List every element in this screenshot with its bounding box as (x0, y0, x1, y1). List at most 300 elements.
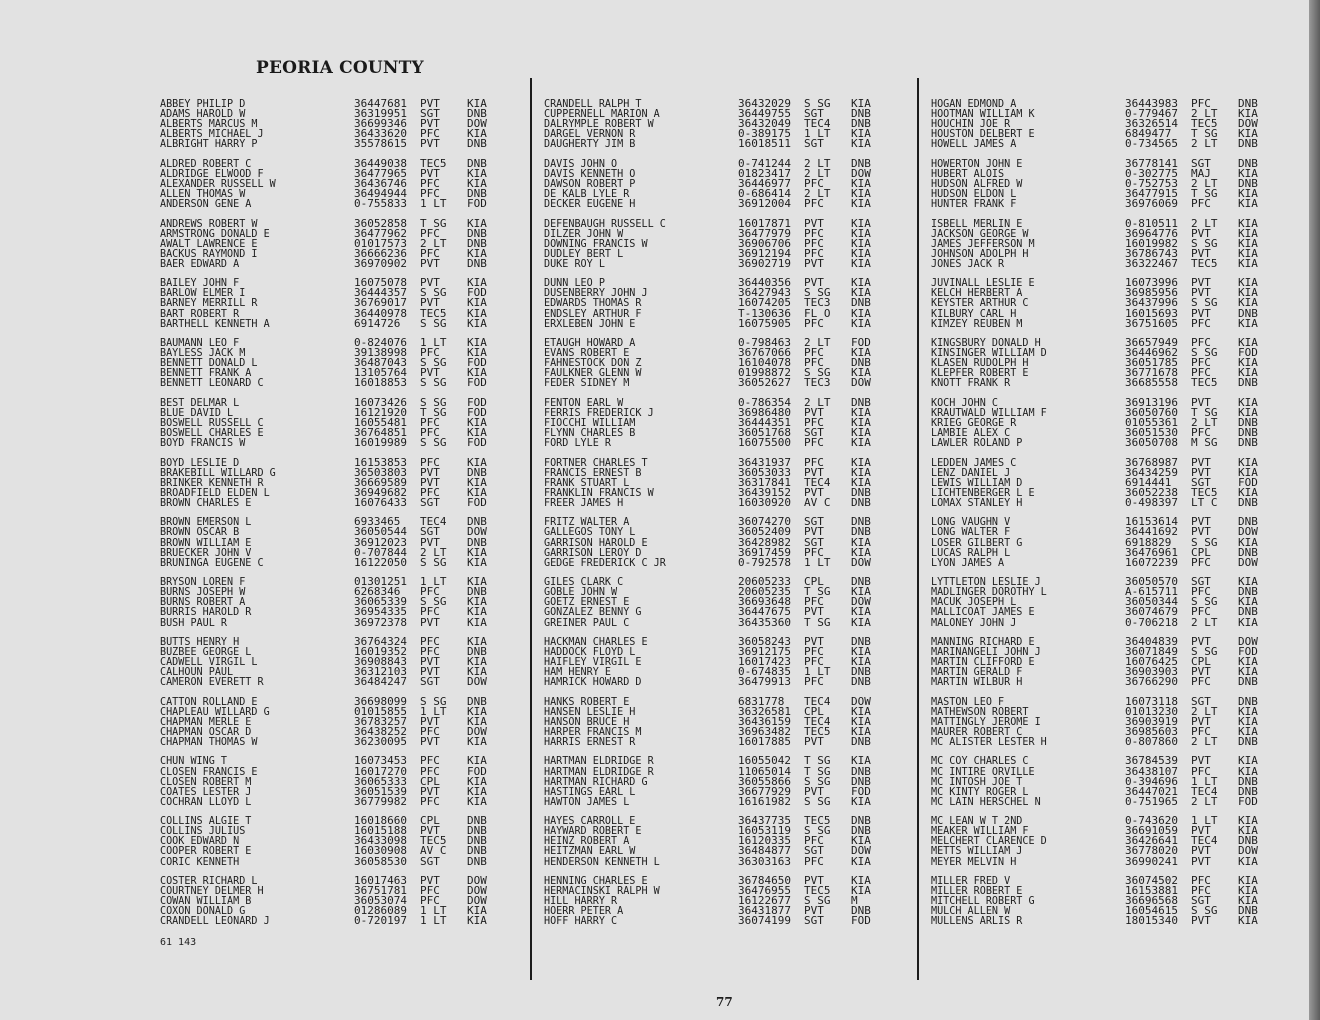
entry-serial: 36074502 (1125, 875, 1178, 887)
casualty-entry (160, 358, 507, 368)
entry-status: FOD (467, 378, 487, 389)
entry-status: KIA (851, 248, 871, 259)
entry-serial: 36677929 (738, 786, 791, 797)
entry-rank: SGT (1191, 577, 1211, 588)
entry-rank: 2 LT (420, 238, 447, 249)
entry-rank: PFC (420, 178, 440, 190)
casualty-entry (931, 378, 1278, 388)
entry-status: DNB (467, 537, 487, 548)
entry-serial: 36438252 (354, 726, 407, 738)
entry-name: MAURER ROBERT C (931, 726, 1023, 738)
entry-serial: 36051785 (1125, 358, 1178, 369)
entry-serial: 16018511 (738, 139, 791, 150)
entry-serial: 0-674835 (738, 667, 791, 678)
casualty-entry (931, 288, 1278, 298)
entry-name: MARTIN WILBUR H (931, 677, 1023, 688)
entry-name: LONG VAUGHN V (931, 517, 1011, 528)
bleed-through-text (1030, 64, 1039, 82)
entry-rank: PFC (804, 657, 824, 668)
entry-rank: TEC3 (804, 298, 831, 309)
entry-status: DNB (467, 826, 487, 837)
entry-serial: 01301251 (354, 577, 407, 588)
entry-name: MEAKER WILLIAM F (931, 826, 1029, 837)
entry-status: DOW (467, 886, 487, 897)
casualty-entry (160, 319, 507, 329)
entry-serial: 6933465 (354, 517, 401, 528)
entry-rank: SGT (1191, 896, 1211, 907)
entry-name: MC KINTY ROGER L (931, 786, 1029, 797)
casualty-entry (931, 129, 1278, 139)
entry-name: BRUNINGA EUGENE C (160, 557, 264, 568)
entry-name: HOWELL JAMES A (931, 139, 1017, 150)
entry-status: DOW (851, 557, 871, 568)
casualty-entry (544, 647, 891, 657)
casualty-entry (931, 787, 1278, 797)
entry-name: BARLOW ELMER I (160, 288, 246, 299)
entry-rank: PVT (1191, 916, 1211, 927)
entry-serial: 36477915 (1125, 189, 1178, 200)
entry-status: KIA (467, 706, 487, 717)
entry-name: KELCH HERBERT A (931, 288, 1023, 299)
entry-status: DNB (1238, 737, 1258, 748)
entry-rank: PFC (804, 646, 824, 658)
entry-status: FOD (467, 438, 487, 449)
entry-rank: PVT (420, 119, 440, 130)
entry-rank: 2 LT (1191, 218, 1218, 229)
entry-status: DNB (467, 228, 487, 239)
entry-serial: 01823417 (738, 168, 791, 179)
entry-status: KIA (467, 129, 487, 140)
casualty-entry (160, 189, 507, 199)
entry-rank: PVT (1191, 457, 1211, 468)
entry-rank: PVT (1191, 248, 1211, 259)
entry-status: DNB (467, 836, 487, 847)
entry-rank: PFC (1191, 726, 1211, 738)
casualty-entry (160, 618, 507, 628)
entry-rank: T SG (804, 587, 831, 598)
entry-name: LUCAS RALPH L (931, 547, 1011, 558)
casualty-entry (160, 438, 507, 448)
entry-serial: 36783257 (354, 716, 407, 727)
entry-status: KIA (851, 368, 871, 379)
entry-status: KIA (467, 428, 487, 439)
entry-rank: PFC (420, 129, 440, 140)
casualty-entry (544, 577, 891, 587)
entry-name: DOWNING FRANCIS W (544, 238, 648, 249)
entry-serial: 0-792578 (738, 557, 791, 568)
entry-serial: 16017270 (354, 766, 407, 777)
entry-name: CATTON ROLLAND E (160, 696, 258, 707)
entry-name: HOERR PETER A (544, 906, 624, 917)
entry-name: FORTNER CHARLES T (544, 457, 648, 468)
casualty-entry (544, 99, 891, 109)
casualty-entry (544, 607, 891, 617)
casualty-entry (931, 259, 1278, 269)
entry-status: DOW (467, 896, 487, 907)
column-divider (530, 78, 532, 980)
entry-name: MILLER ROBERT E (931, 886, 1023, 897)
entry-rank: TEC4 (1191, 836, 1218, 847)
entry-status: DNB (1238, 378, 1258, 389)
casualty-entry (931, 239, 1278, 249)
entry-status: KIA (851, 537, 871, 548)
entry-name: DECKER EUGENE H (544, 199, 636, 210)
casualty-entry (544, 667, 891, 677)
entry-serial: 0-752753 (1125, 178, 1178, 190)
entry-status: FOD (851, 786, 871, 797)
entry-rank: PFC (1191, 886, 1211, 897)
entry-rank: PVT (804, 527, 824, 538)
name-group (544, 219, 891, 269)
entry-rank: SGT (1191, 477, 1211, 488)
entry-serial: 36484247 (354, 677, 407, 688)
entry-name: BART ROBERT R (160, 308, 240, 319)
entry-name: CLOSEN FRANCIS E (160, 766, 258, 777)
entry-name: HUDSON ELDON L (931, 189, 1017, 200)
casualty-entry (544, 408, 891, 418)
entry-serial: 16017871 (738, 218, 791, 229)
entry-rank: 1 LT (420, 577, 447, 588)
casualty-entry (160, 558, 507, 568)
entry-name: BUSH PAUL R (160, 617, 228, 628)
entry-rank: PFC (420, 886, 440, 897)
entry-serial: 0-807860 (1125, 737, 1178, 748)
entry-rank: PFC (804, 228, 824, 239)
entry-name: COCHRAN LLOYD L (160, 796, 252, 807)
entry-name: MULLENS ARLIS R (931, 916, 1023, 927)
entry-serial: 36071849 (1125, 646, 1178, 658)
entry-serial: 16120335 (738, 836, 791, 847)
entry-name: HAIFLEY VIRGIL E (544, 657, 642, 668)
entry-name: KOCH JOHN C (931, 397, 999, 408)
entry-name: KRAUTWALD WILLIAM F (931, 407, 1047, 419)
entry-status: KIA (1238, 368, 1258, 379)
entry-serial: 11065014 (738, 766, 791, 777)
entry-serial: 0-741244 (738, 158, 791, 169)
entry-name: GEDGE FREDERICK C JR (544, 557, 666, 568)
casualty-entry (544, 737, 891, 747)
entry-rank: 1 LT (804, 667, 831, 678)
entry-name: MATHEWSON ROBERT (931, 706, 1029, 717)
entry-status: KIA (1238, 487, 1258, 498)
casualty-entry (544, 857, 891, 867)
entry-name: BROADFIELD ELDEN L (160, 487, 270, 498)
entry-status: DNB (851, 577, 871, 588)
entry-status: KIA (851, 457, 871, 468)
entry-serial: 36436159 (738, 716, 791, 727)
entry-rank: TEC4 (804, 477, 831, 488)
entry-rank: PFC (804, 178, 824, 190)
entry-rank: PFC (804, 318, 824, 329)
casualty-entry (544, 558, 891, 568)
entry-status: KIA (1238, 467, 1258, 478)
casualty-entry (160, 219, 507, 229)
name-group (931, 637, 1278, 687)
entry-serial: 36449038 (354, 158, 407, 169)
name-group (544, 278, 891, 328)
entry-serial: 36050708 (1125, 438, 1178, 449)
casualty-entry (544, 189, 891, 199)
entry-status: DNB (1238, 836, 1258, 847)
entry-serial: 01017573 (354, 238, 407, 249)
entry-status: KIA (467, 577, 487, 588)
entry-rank: SGT (804, 109, 824, 120)
entry-serial: 36230095 (354, 737, 407, 748)
casualty-entry (544, 876, 891, 886)
entry-serial: 36494944 (354, 189, 407, 200)
entry-serial: 6918829 (1125, 537, 1172, 548)
entry-status: DNB (851, 119, 871, 130)
casualty-entry (544, 677, 891, 687)
entry-serial: 6914726 (354, 318, 401, 329)
entry-name: BENNETT DONALD L (160, 358, 258, 369)
entry-serial: 0-810511 (1125, 218, 1178, 229)
entry-rank: PFC (804, 238, 824, 249)
name-group (160, 398, 507, 448)
entry-name: LAMBIE ALEX C (931, 428, 1011, 439)
casualty-entry (544, 906, 891, 916)
entry-status: DNB (1238, 776, 1258, 787)
entry-serial: A-615711 (1125, 587, 1178, 598)
casualty-entry (160, 298, 507, 308)
entry-rank: PVT (804, 258, 824, 269)
casualty-entry (544, 249, 891, 259)
entry-name: LYON JAMES A (931, 557, 1005, 568)
entry-serial: 16122050 (354, 557, 407, 568)
entry-status: KIA (1238, 537, 1258, 548)
entry-rank: PFC (804, 199, 824, 210)
entry-rank: TEC4 (420, 517, 447, 528)
entry-status: KIA (851, 657, 871, 668)
entry-serial: 36912004 (738, 199, 791, 210)
casualty-entry (160, 309, 507, 319)
entry-rank: S SG (1191, 298, 1218, 309)
entry-serial: 16076433 (354, 497, 407, 509)
casualty-entry (931, 109, 1278, 119)
entry-rank: 2 LT (1191, 109, 1218, 120)
entry-serial: 36949682 (354, 487, 407, 498)
casualty-entry (931, 906, 1278, 916)
entry-serial: 36050344 (1125, 597, 1178, 608)
entry-name: DUNN LEO P (544, 278, 605, 289)
entry-name: HARTMAN ELDRIDGE R (544, 756, 654, 767)
entry-status: KIA (851, 218, 871, 229)
entry-status: KIA (851, 418, 871, 429)
entry-status: KIA (467, 657, 487, 668)
casualty-entry (160, 488, 507, 498)
entry-rank: PVT (420, 875, 440, 887)
entry-status: DNB (1238, 497, 1258, 509)
entry-status: DNB (467, 158, 487, 169)
casualty-entry (160, 846, 507, 856)
entry-name: COOK EDWARD N (160, 836, 240, 847)
name-group (160, 338, 507, 388)
entry-status: DOW (1238, 119, 1258, 130)
entry-status: DNB (467, 109, 487, 120)
entry-name: EVANS ROBERT E (544, 348, 630, 359)
entry-status: KIA (1238, 886, 1258, 897)
entry-rank: SGT (804, 517, 824, 528)
entry-name: BEST DELMAR L (160, 397, 240, 408)
casualty-entry (160, 139, 507, 149)
casualty-entry (544, 398, 891, 408)
entry-serial: 36426641 (1125, 836, 1178, 847)
entry-rank: TEC5 (1191, 258, 1218, 269)
entry-name: ALBERTS MICHAEL J (160, 129, 264, 140)
entry-rank: PVT (1191, 716, 1211, 727)
entry-rank: CPL (1191, 657, 1211, 668)
entry-name: BOSWELL CHARLES E (160, 428, 264, 439)
entry-serial: 36051768 (738, 428, 791, 439)
entry-rank: PFC (804, 597, 824, 608)
casualty-entry (160, 916, 507, 926)
entry-status: DNB (851, 816, 871, 827)
casualty-entry (931, 428, 1278, 438)
entry-name: HACKMAN CHARLES E (544, 636, 648, 647)
entry-status: DNB (851, 497, 871, 509)
entry-rank: TEC5 (1191, 119, 1218, 130)
casualty-entry (931, 816, 1278, 826)
casualty-entry (544, 527, 891, 537)
entry-name: BAER EDWARD A (160, 258, 240, 269)
casualty-entry (160, 458, 507, 468)
entry-rank: PFC (420, 418, 440, 429)
entry-rank: S SG (420, 288, 447, 299)
entry-status: KIA (1238, 397, 1258, 408)
entry-serial: 16153881 (1125, 886, 1178, 897)
column-divider (917, 78, 919, 980)
entry-rank: PFC (420, 428, 440, 439)
entry-rank: PVT (1191, 278, 1211, 289)
casualty-entry (160, 756, 507, 766)
entry-serial: 36912023 (354, 537, 407, 548)
entry-name: MATTINGLY JEROME I (931, 716, 1041, 727)
entry-status: KIA (1238, 916, 1258, 927)
entry-name: CRANDELL LEONARD J (160, 916, 270, 927)
entry-rank: T SG (804, 766, 831, 777)
casualty-entry (931, 298, 1278, 308)
entry-name: ABBEY PHILIP D (160, 99, 246, 110)
entry-status: KIA (851, 587, 871, 598)
entry-serial: 36693648 (738, 597, 791, 608)
entry-status: KIA (467, 248, 487, 259)
entry-rank: PVT (1191, 667, 1211, 678)
entry-name: MADLINGER DOROTHY L (931, 587, 1047, 598)
entry-name: HOFF HARRY C (544, 916, 618, 927)
entry-status: DNB (851, 826, 871, 837)
entry-rank: CPL (804, 706, 824, 717)
entry-serial: T-130636 (738, 308, 791, 319)
name-group (931, 338, 1278, 388)
casualty-entry (544, 707, 891, 717)
entry-name: BENNETT LEONARD C (160, 378, 264, 389)
entry-status: KIA (1238, 168, 1258, 179)
entry-rank: PFC (420, 189, 440, 200)
casualty-entry (931, 857, 1278, 867)
entry-rank: 2 LT (420, 547, 447, 558)
casualty-entry (160, 677, 507, 687)
casualty-entry (544, 348, 891, 358)
entry-serial: 36699346 (354, 119, 407, 130)
entry-rank: T SG (804, 617, 831, 628)
entry-status: KIA (1238, 248, 1258, 259)
entry-status: FOD (467, 497, 487, 509)
entry-name: LYTTLETON LESLIE J (931, 577, 1041, 588)
entry-status: KIA (467, 278, 487, 289)
name-group (544, 398, 891, 448)
entry-name: CAMERON EVERETT R (160, 677, 264, 688)
entry-status: FOD (467, 358, 487, 369)
casualty-entry (931, 558, 1278, 568)
casualty-entry (544, 896, 891, 906)
entry-status: DOW (851, 696, 871, 707)
entry-name: MARTIN GERALD F (931, 667, 1023, 678)
casualty-entry (931, 836, 1278, 846)
entry-serial: 36784539 (1125, 756, 1178, 767)
entry-serial: 36903903 (1125, 667, 1178, 678)
entry-serial: 01013230 (1125, 706, 1178, 717)
entry-name: FREER JAMES H (544, 497, 624, 509)
entry-rank: S SG (804, 99, 831, 110)
entry-rank: M SG (1191, 438, 1218, 449)
casualty-entry (931, 358, 1278, 368)
entry-serial: 16017885 (738, 737, 791, 748)
entry-serial: 16074205 (738, 298, 791, 309)
casualty-entry (544, 797, 891, 807)
entry-name: BURNS JOSEPH W (160, 587, 246, 598)
entry-rank: PVT (1191, 636, 1211, 647)
entry-status: FOD (1238, 796, 1258, 807)
name-group (544, 756, 891, 806)
entry-name: KIMZEY REUBEN M (931, 318, 1023, 329)
entry-serial: 16075500 (738, 438, 791, 449)
entry-status: DNB (467, 238, 487, 249)
entry-name: COLLINS JULIUS (160, 826, 246, 837)
entry-status: KIA (1238, 577, 1258, 588)
casualty-entry (160, 278, 507, 288)
entry-serial: 36972378 (354, 617, 407, 628)
entry-name: BURRIS HAROLD R (160, 607, 252, 618)
entry-name: DE KALB LYLE R (544, 189, 630, 200)
entry-status: KIA (467, 796, 487, 807)
entry-serial: 36446962 (1125, 348, 1178, 359)
entry-rank: PFC (420, 756, 440, 767)
entry-name: BRUECKER JOHN V (160, 547, 252, 558)
entry-rank: PFC (804, 457, 824, 468)
entry-status: KIA (1238, 457, 1258, 468)
entry-status: KIA (467, 368, 487, 379)
entry-serial: 36476955 (738, 886, 791, 897)
entry-status: FOD (467, 199, 487, 210)
entry-name: ALLEN THOMAS W (160, 189, 246, 200)
entry-serial: 36326514 (1125, 119, 1178, 130)
entry-status: KIA (851, 407, 871, 419)
entry-serial: 36428982 (738, 537, 791, 548)
entry-rank: SGT (1191, 696, 1211, 707)
entry-status: DOW (851, 597, 871, 608)
entry-status: DNB (851, 737, 871, 748)
name-group (931, 756, 1278, 806)
casualty-entry (931, 478, 1278, 488)
entry-status: DOW (467, 726, 487, 738)
entry-serial: 39138998 (354, 348, 407, 359)
entry-serial: 36052858 (354, 218, 407, 229)
entry-name: DUKE ROY L (544, 258, 605, 269)
entry-status: DNB (851, 487, 871, 498)
entry-rank: PVT (1191, 756, 1211, 767)
entry-serial: 16104078 (738, 358, 791, 369)
entry-serial: 36767066 (738, 348, 791, 359)
